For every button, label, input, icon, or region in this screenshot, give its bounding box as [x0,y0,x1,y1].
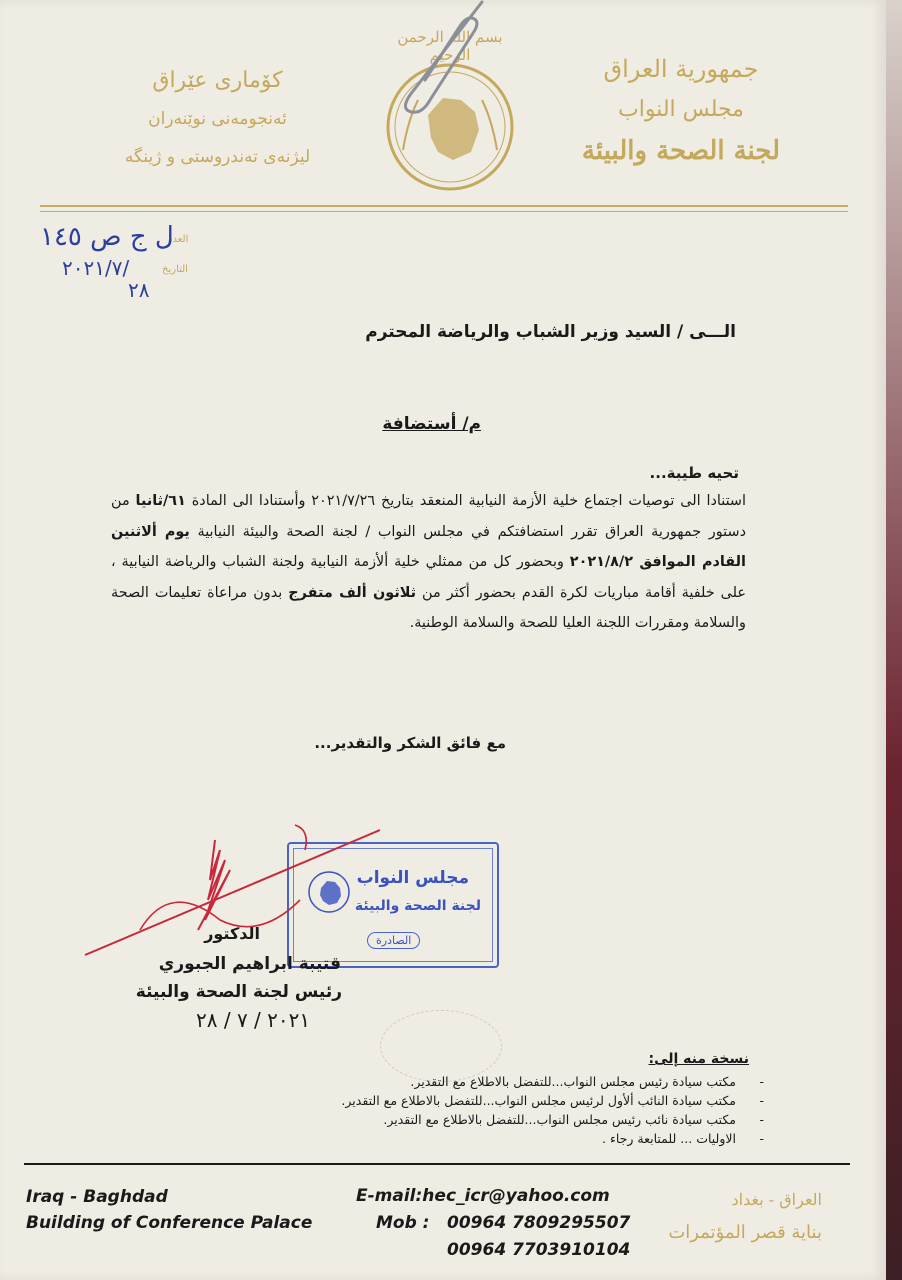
stamp-outgoing: الصادرة [367,932,420,949]
footer-divider [24,1163,850,1165]
cc-item: - الاوليات ... للمتابعة رجاء . [136,1129,736,1148]
signature-role: رئيس لجنة الصحة والبيئة [135,982,342,1002]
footer-email: E-mail:hec_icr@yahoo.com [356,1186,610,1206]
footer-mob-label: Mob : [376,1213,430,1233]
body-article: ٦١/ثانيا [135,493,186,509]
footer-mobile-2: 00964 7703910104 [447,1240,631,1260]
addressee: الـــى / السيد وزير الشباب والرياضة المحترم [365,322,736,342]
signature-title: الدكتور [204,924,260,943]
number-label: العدد [168,234,189,245]
header-kurdish-country: كۆماری عێراق [152,68,283,93]
cc-title: نسخة منه إلى: [648,1051,749,1067]
date-label: التاريخ [162,264,188,275]
closing-thanks: مع فائق الشكر والتقدير... [314,734,506,752]
greeting: تحيه طيبة... [649,464,739,482]
signature-name: قتيبة ابراهيم الجبوري [158,954,341,974]
body-audience: ثلاثون ألف متفرج [288,584,417,601]
footer-arabic-city: العراق - بغداد [731,1190,822,1209]
header-country: جمهورية العراق [603,55,759,83]
header-divider [40,205,848,207]
handwritten-number: ل ج ص ١٤٥ [40,222,174,252]
body-part-3: وبحضور كل من ممثلي خلية ألأزمة النيابية ولجنة الشباب والرياضة النيابية ، على خلفية أقامة مباريات لكرة القدم بحضور أكثر من [111,554,746,601]
header-kurdish-council: ئەنجومەنی نوێنەران [148,109,287,129]
footer-address-city: Iraq - Baghdad [26,1187,168,1207]
cc-item: - مكتب سيادة النائب ألأول لرئيس مجلس النواب...للتفضل بالاطلاع مع التقدير. [136,1091,736,1110]
stamp-committee: لجنة الصحة والبيئة [354,898,481,914]
footer-mobile-1: 00964 7809295507 [447,1213,631,1233]
stamp-council: مجلس النواب [356,868,469,888]
header-kurdish-committee: لیژنەی تەندروستی و ژینگە [124,147,311,167]
body-part-4: بدون مراعاة تعليمات الصحة والسلامة ومقررات اللجنة العليا للصحة والسلامة الوطنية. [111,584,746,631]
header-committee: لجنة الصحة والبيئة [581,136,781,166]
body-part-1: استنادا الى توصيات اجتماع خلية الأزمة النيابية المنعقد بتاريخ ٢٠٢١/٧/٢٦ وأستنادا الى المادة [191,493,746,509]
cc-list [136,1072,736,1148]
letter-body [111,486,746,639]
body-part-2: من دستور جمهورية العراق تقرر استضافتكم في مجلس النواب / لجنة الصحة والبيئة النيابية [111,493,746,540]
header-arabic [556,55,806,166]
subject: م/ أستضافة [382,414,481,434]
header-kurdish [95,68,340,167]
header-divider-thin [40,211,848,212]
signature-scribble [80,820,400,970]
header-council: مجلس النواب [618,97,744,122]
signature-date: ٢٠٢١ / ٧ / ٢٨ [196,1008,311,1032]
handwritten-day: ٢٨ [128,278,150,302]
footer-address-building: Building of Conference Palace [26,1213,313,1233]
footer-arabic-building: بناية قصر المؤتمرات [668,1222,822,1243]
cc-item: - مكتب سيادة نائب رئيس مجلس النواب...للتفضل بالاطلاع مع التقدير. [136,1110,736,1129]
cc-item: - مكتب سيادة رئيس مجلس النواب...للتفضل بالاطلاع مع التقدير. [136,1072,736,1091]
paperclip-icon [390,0,500,120]
basmala: بسم الله الرحمن الرحيم [397,28,503,64]
body-meeting-date: يوم ألاثنين القادم الموافق ٢٠٢١/٨/٢ [111,523,746,570]
handwritten-date: ٢٠٢١/٧/ [62,256,130,280]
